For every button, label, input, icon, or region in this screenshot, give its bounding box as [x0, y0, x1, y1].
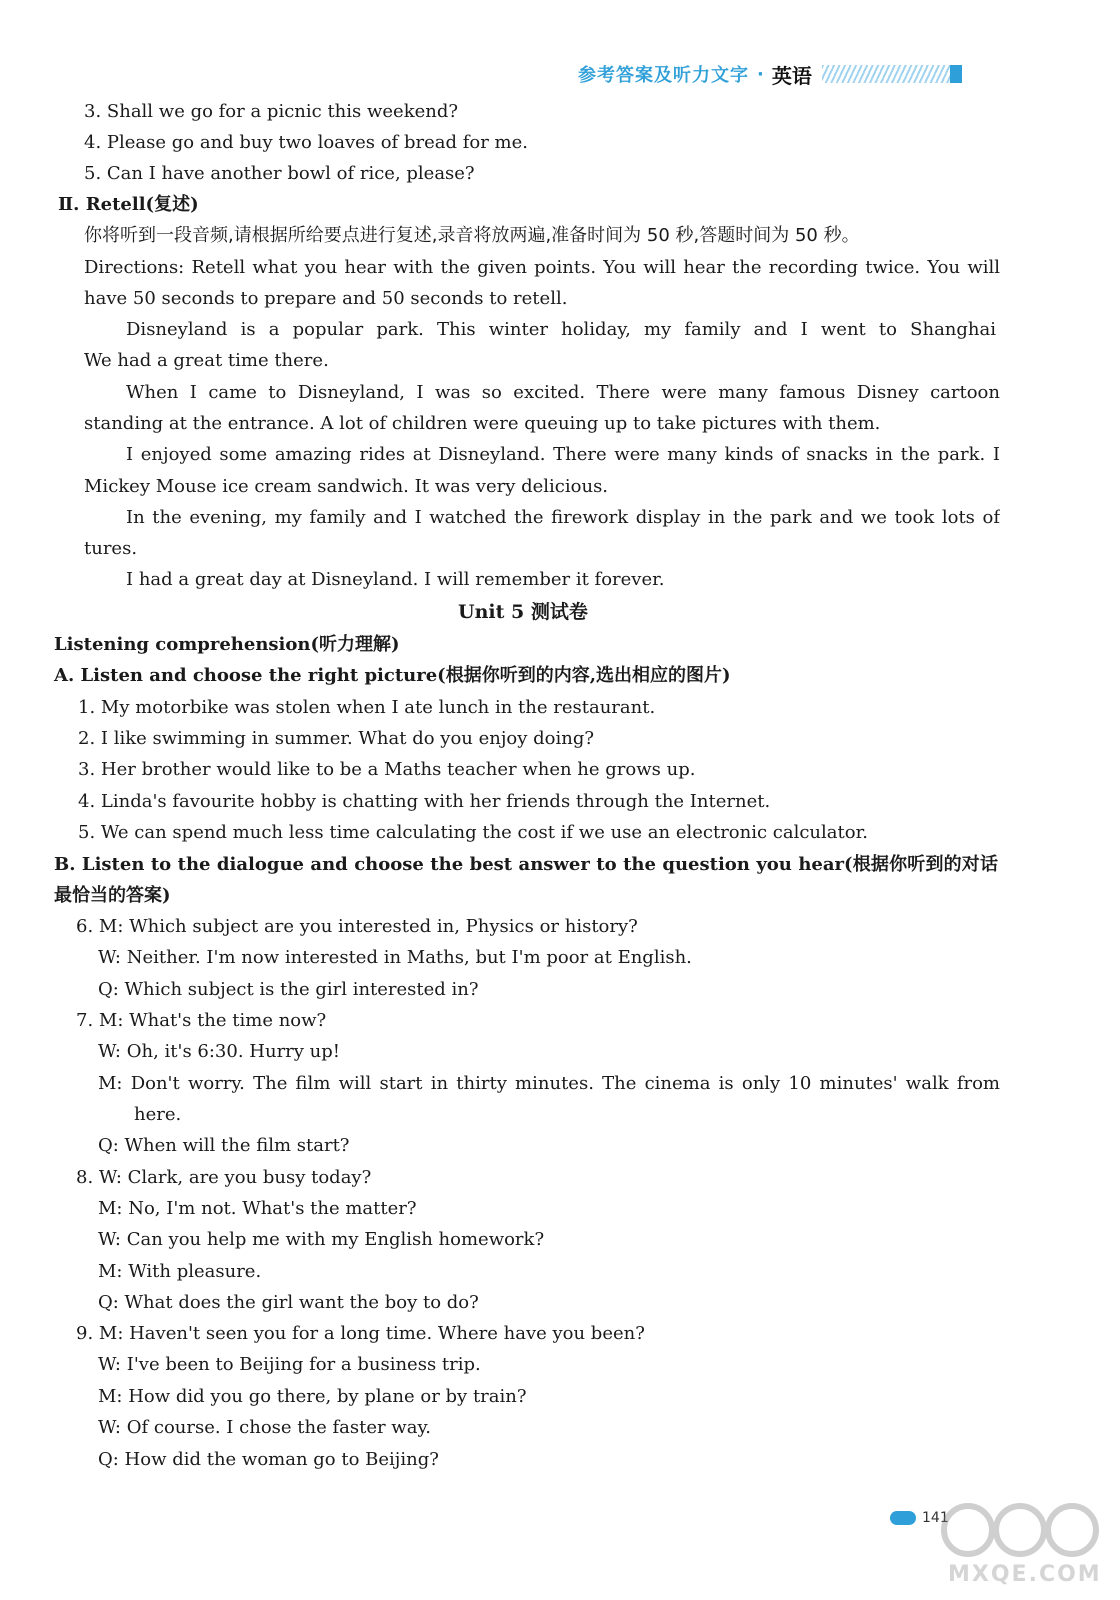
text-line: I enjoyed some amazing rides at Disneyland. There were many kinds of snacks in the park. I [126, 444, 1000, 465]
text-line: W: I've been to Beijing for a business trip. [98, 1354, 481, 1375]
page-number: 141 [922, 1510, 949, 1526]
text-line: Q: How did the woman go to Beijing? [98, 1449, 439, 1470]
header-subject: 英语 [771, 63, 812, 88]
text-line: 4. Linda's favourite hobby is chatting with her friends through the Internet. [78, 791, 771, 812]
header-separator: · [757, 63, 764, 85]
text-line: W: Of course. I chose the faster way. [98, 1417, 431, 1438]
text-line: Unit 5 测试卷 [458, 601, 588, 623]
text-line: 4. Please go and buy two loaves of bread for me. [84, 132, 528, 153]
text-line: We had a great time there. [84, 350, 329, 371]
text-line: When I came to Disneyland, I was so excited. There were many famous Disney cartoon [126, 382, 1000, 403]
text-line: 5. Can I have another bowl of rice, please? [84, 163, 475, 184]
text-line: 6. M: Which subject are you interested in, Physics or history? [76, 916, 638, 937]
text-line: W: Neither. I'm now interested in Maths, but I'm poor at English. [98, 947, 692, 968]
text-line: B. Listen to the dialogue and choose the best answer to the question you hear(根据你听到的对话 [54, 854, 998, 875]
text-line: 3. Her brother would like to be a Maths teacher when he grows up. [78, 759, 696, 780]
text-line: 1. My motorbike was stolen when I ate lunch in the restaurant. [78, 697, 656, 718]
text-line: 你将听到一段音频,请根据所给要点进行复述,录音将放两遍,准备时间为 50 秒,答题时间为 50 秒。 [84, 225, 860, 246]
text-line: Q: What does the girl want the boy to do? [98, 1292, 479, 1313]
text-line: 最恰当的答案) [54, 885, 171, 906]
text-line: M: No, I'm not. What's the matter? [98, 1198, 417, 1219]
header-decorative-bar [822, 65, 962, 83]
text-line: have 50 seconds to prepare and 50 seconds to retell. [84, 288, 568, 309]
text-line: 7. M: What's the time now? [76, 1010, 327, 1031]
text-line: M: With pleasure. [98, 1261, 262, 1282]
text-line: M: Don't worry. The film will start in thirty minutes. The cinema is only 10 minutes' walk from [98, 1073, 1000, 1094]
text-line: here. [134, 1104, 182, 1125]
page-marker-icon [890, 1511, 916, 1525]
text-line: I had a great day at Disneyland. I will remember it forever. [126, 569, 665, 590]
running-header [578, 62, 962, 86]
text-line: Q: Which subject is the girl interested in? [98, 979, 479, 1000]
text-line: 3. Shall we go for a picnic this weekend? [84, 101, 459, 122]
text-line: 8. W: Clark, are you busy today? [76, 1167, 372, 1188]
text-line: 2. I like swimming in summer. What do you enjoy doing? [78, 728, 595, 749]
text-line: In the evening, my family and I watched the firework display in the park and we took lots of [126, 507, 1000, 528]
text-line: M: How did you go there, by plane or by train? [98, 1386, 527, 1407]
site-watermark [940, 1488, 1110, 1592]
text-line: 5. We can spend much less time calculating the cost if we use an electronic calculator. [78, 822, 868, 843]
text-line: tures. [84, 538, 138, 559]
text-line: Listening comprehension(听力理解) [54, 634, 400, 655]
text-line: Ⅱ. Retell(复述) [58, 194, 199, 215]
text-line: A. Listen and choose the right picture(根据你听到的内容,选出相应的图片) [54, 665, 731, 686]
text-line: W: Oh, it's 6:30. Hurry up! [98, 1041, 341, 1062]
text-line: 9. M: Haven't seen you for a long time. Where have you been? [76, 1323, 645, 1344]
watermark-logo-icon [940, 1488, 1110, 1566]
header-label: 参考答案及听力文字 [578, 65, 749, 86]
text-line: Disneyland is a popular park. This winter holiday, my family and I went to Shanghai [126, 319, 996, 340]
text-line: standing at the entrance. A lot of children were queuing up to take pictures with them. [84, 413, 881, 434]
watermark-text: MXQE.COM [948, 1562, 1102, 1587]
text-line: Directions: Retell what you hear with the given points. You will hear the recording twice. You will [84, 257, 1000, 278]
text-line: Q: When will the film start? [98, 1135, 350, 1156]
text-line: W: Can you help me with my English homework? [98, 1229, 545, 1250]
text-line: Mickey Mouse ice cream sandwich. It was very delicious. [84, 476, 609, 497]
